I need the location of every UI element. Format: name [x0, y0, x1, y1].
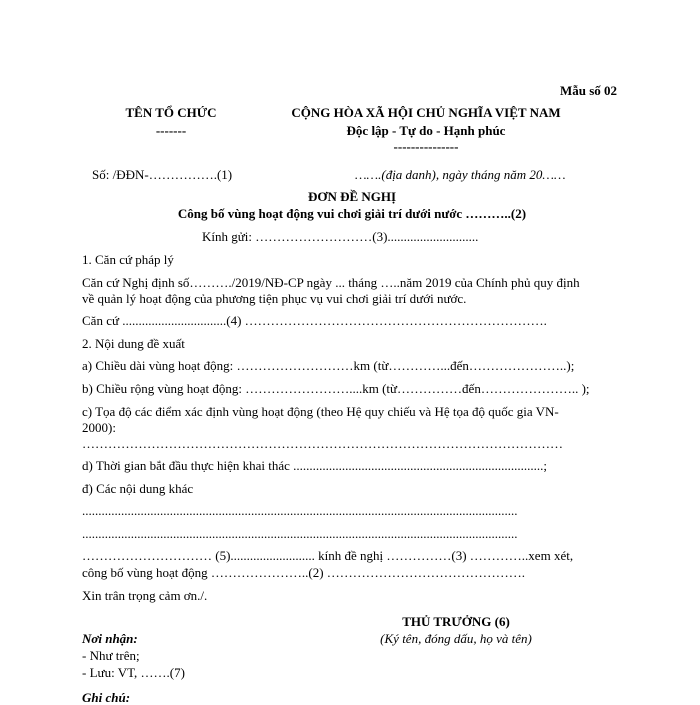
signer-note: (Ký tên, đóng dấu, họ và tên) — [380, 631, 532, 646]
item-c-coordinates-line1: c) Tọa độ các điểm xác định vùng hoạt động (theo Hệ quy chiếu và Hệ tọa độ quốc gia VN- — [82, 404, 559, 419]
nation-title: CỘNG HÒA XÃ HỘI CHỦ NGHĨA VIỆT NAM — [291, 105, 561, 120]
recipients-heading: Nơi nhận: — [82, 631, 138, 646]
legal-basis-line1: Căn cứ Nghị định số………./2019/NĐ-CP ngày ... tháng …..năm 2019 của Chính phủ quy định — [82, 275, 580, 290]
recipient-item-2: - Lưu: VT, …….(7) — [82, 665, 185, 680]
notes-heading: Ghi chú: — [82, 690, 131, 705]
place-date: …….(địa danh), ngày tháng năm 20…… — [355, 167, 566, 182]
form-number: Mẫu số 02 — [560, 83, 618, 98]
recipient-line: Kính gửi: ………………………(3)............................ — [202, 229, 479, 244]
doc-title: ĐƠN ĐỀ NGHỊ — [307, 189, 397, 204]
item-c-coordinates-line2: 2000): — [82, 420, 116, 435]
item-dd-other: đ) Các nội dung khác — [82, 481, 194, 496]
item-a-length: a) Chiều dài vùng hoạt động: ………………………km (từ…………...đến…………………..); — [82, 358, 575, 373]
item-dd-dots1: ...................................................................................................................................... — [82, 503, 518, 518]
section2-heading: 2. Nội dung đề xuất — [82, 336, 185, 351]
org-name: TÊN TỔ CHỨC — [125, 105, 217, 120]
item-d-start-time: d) Thời gian bắt đầu thực hiện khai thác .............................................................................; — [82, 458, 548, 473]
nation-dash: --------------- — [393, 139, 459, 154]
doc-subtitle: Công bố vùng hoạt động vui chơi giải trí dưới nước ………..(2) — [177, 206, 527, 221]
request-line2: công bố vùng hoạt động …………………..(2) ………………………………………. — [82, 565, 526, 580]
item-c-dots: ………………………………………………………………………………………………… — [82, 436, 563, 451]
nation-motto: Độc lập - Tự do - Hạnh phúc — [346, 123, 506, 138]
item-b-width: b) Chiều rộng vùng hoạt động: ……………………....km (từ……………đến………………….. ); — [82, 381, 590, 396]
org-dash: ------- — [155, 123, 187, 138]
thanks-line: Xin trân trọng cảm ơn./. — [82, 588, 208, 603]
legal-basis-other: Căn cứ ................................(4) ……………………………………………………………. — [82, 313, 547, 328]
item-dd-dots2: ...................................................................................................................................... — [82, 526, 518, 541]
recipient-item-1: - Như trên; — [82, 648, 140, 663]
legal-basis-line2: về quản lý hoạt động của phương tiện phục vụ vui chơi giải trí dưới nước. — [82, 291, 467, 306]
request-line1: ………………………… (5).......................... kính đề nghị ……………(3) …………..xem xét, — [82, 548, 574, 563]
section1-heading: 1. Căn cứ pháp lý — [82, 252, 174, 267]
signer-title: THỦ TRƯỞNG (6) — [402, 614, 510, 629]
doc-number: Số: /ĐĐN-…………….(1) — [92, 167, 233, 182]
